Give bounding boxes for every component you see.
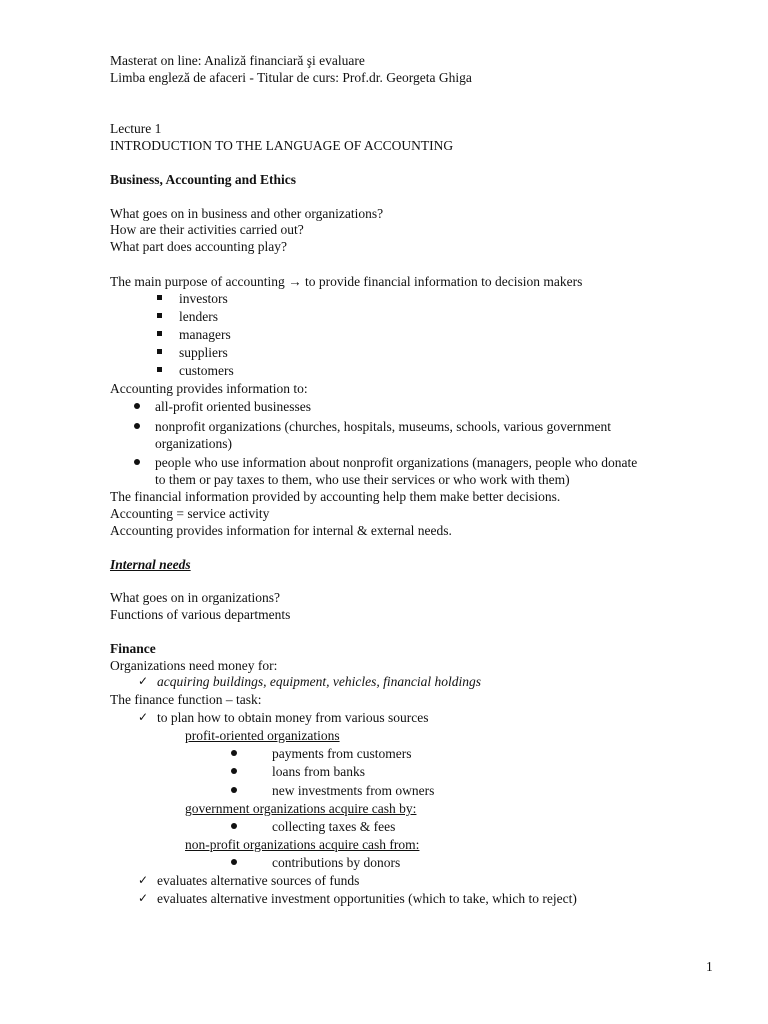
round-bullet-icon bbox=[231, 787, 237, 793]
round-bullet-icon bbox=[134, 459, 140, 465]
finance-need-money: Organizations need money for: bbox=[110, 658, 278, 673]
list-item: investors bbox=[179, 291, 228, 306]
section-heading-finance: Finance bbox=[110, 641, 156, 656]
header-line-1: Masterat on line: Analiză financiară şi evaluare bbox=[110, 53, 365, 68]
check-mark-icon: ✓ bbox=[138, 891, 149, 905]
nonprofit-heading: non-profit organizations acquire cash from: bbox=[185, 837, 420, 852]
list-item: suppliers bbox=[179, 345, 228, 360]
check-mark-icon: ✓ bbox=[138, 873, 149, 887]
list-item: payments from customers bbox=[272, 746, 412, 761]
lecture-number: Lecture 1 bbox=[110, 121, 162, 136]
square-bullet-icon bbox=[157, 367, 162, 372]
main-purpose-line: The main purpose of accounting → to provide financial information to decision makers bbox=[110, 274, 583, 289]
round-bullet-icon bbox=[231, 859, 237, 865]
list-item: new investments from owners bbox=[272, 783, 435, 798]
government-heading: government organizations acquire cash by: bbox=[185, 801, 417, 816]
page-number: 1 bbox=[706, 959, 713, 974]
list-item: contributions by donors bbox=[272, 855, 401, 870]
closing-line-1: The financial information provided by accounting help them make better decisions. bbox=[110, 489, 561, 504]
list-item: all-profit oriented businesses bbox=[155, 399, 311, 414]
round-bullet-icon bbox=[231, 750, 237, 756]
list-item: collecting taxes & fees bbox=[272, 819, 396, 834]
list-item-continuation: to them or pay taxes to them, who use their services or who work with them) bbox=[155, 472, 570, 487]
list-item: managers bbox=[179, 327, 231, 342]
question-2: How are their activities carried out? bbox=[110, 222, 304, 237]
section-heading-business: Business, Accounting and Ethics bbox=[110, 172, 297, 187]
round-bullet-icon bbox=[231, 823, 237, 829]
profit-oriented-heading: profit-oriented organizations bbox=[185, 728, 340, 743]
square-bullet-icon bbox=[157, 313, 162, 318]
round-bullet-icon bbox=[134, 403, 140, 409]
round-bullet-icon bbox=[231, 768, 237, 774]
lecture-title: INTRODUCTION TO THE LANGUAGE OF ACCOUNTING bbox=[110, 138, 454, 153]
check-mark-icon: ✓ bbox=[138, 710, 149, 724]
list-item: people who use information about nonprofit organizations (managers, people who donate bbox=[155, 455, 638, 470]
list-item: nonprofit organizations (churches, hospitals, museums, schools, various government bbox=[155, 419, 612, 434]
finance-evaluates-2: evaluates alternative investment opportunities (which to take, which to reject) bbox=[157, 891, 577, 906]
question-1: What goes on in business and other organizations? bbox=[110, 206, 384, 221]
closing-line-2: Accounting = service activity bbox=[110, 506, 270, 521]
header-line-2: Limba engleză de afaceri - Titular de curs: Prof.dr. Georgeta Ghiga bbox=[110, 70, 472, 85]
list-item-continuation: organizations) bbox=[155, 436, 232, 451]
finance-function-task: The finance function – task: bbox=[110, 692, 262, 707]
provides-intro: Accounting provides information to: bbox=[110, 381, 308, 396]
question-3: What part does accounting play? bbox=[110, 239, 287, 254]
section-heading-internal-needs: Internal needs bbox=[110, 557, 191, 572]
square-bullet-icon bbox=[157, 349, 162, 354]
list-item: customers bbox=[179, 363, 234, 378]
round-bullet-icon bbox=[134, 423, 140, 429]
closing-line-3: Accounting provides information for internal & external needs. bbox=[110, 523, 452, 538]
square-bullet-icon bbox=[157, 331, 162, 336]
list-item: loans from banks bbox=[272, 764, 365, 779]
finance-acquiring: acquiring buildings, equipment, vehicles, financial holdings bbox=[157, 674, 481, 689]
check-mark-icon: ✓ bbox=[138, 674, 149, 688]
finance-plan: to plan how to obtain money from various sources bbox=[157, 710, 429, 725]
internal-line-2: Functions of various departments bbox=[110, 607, 291, 622]
list-item: lenders bbox=[179, 309, 218, 324]
finance-evaluates-1: evaluates alternative sources of funds bbox=[157, 873, 360, 888]
square-bullet-icon bbox=[157, 295, 162, 300]
internal-line-1: What goes on in organizations? bbox=[110, 590, 280, 605]
